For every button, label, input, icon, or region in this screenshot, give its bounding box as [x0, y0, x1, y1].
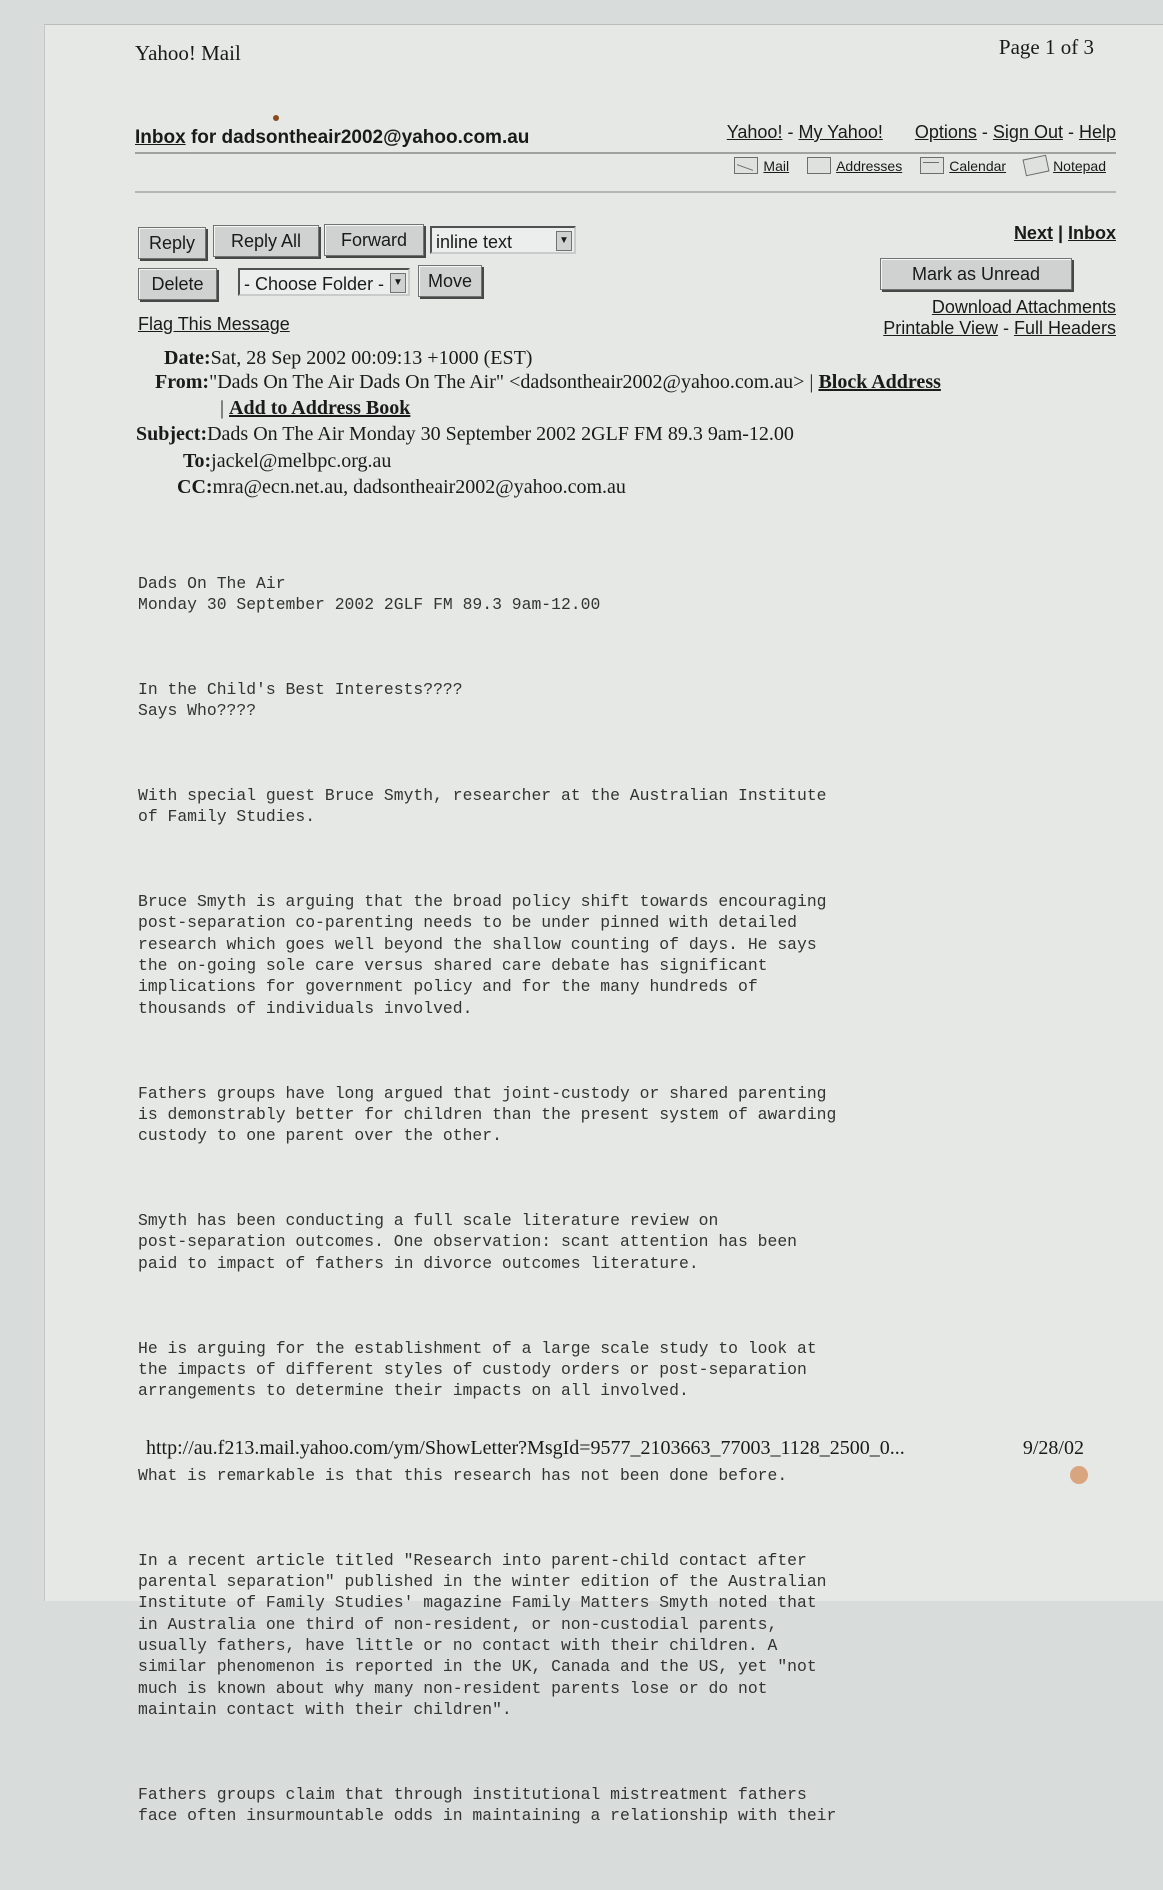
- to-label: To:: [183, 450, 212, 472]
- mail-icon: [734, 157, 758, 174]
- cc-header: [177, 476, 626, 499]
- message-nav: [1014, 223, 1116, 244]
- from-header: [155, 371, 941, 394]
- delete-button[interactable]: Delete: [138, 268, 217, 300]
- body-paragraph: Fathers groups have long argued that joint-custody or shared parenting is demonstrably better for children than the present system of awarding custody to one parent over the other.: [138, 1083, 837, 1146]
- next-link[interactable]: Next: [1013, 223, 1053, 243]
- tool-notepad[interactable]: [1024, 157, 1106, 174]
- view-links: [883, 318, 1116, 339]
- reply-all-button[interactable]: Reply All: [213, 225, 319, 257]
- flag-message-link[interactable]: Flag This Message: [138, 314, 290, 334]
- print-footer-url: http://au.f213.mail.yahoo.com/ym/ShowLetter?MsgId=9577_2103663_77003_1128_2500_0...: [146, 1437, 905, 1459]
- body-paragraph: What is remarkable is that this research has not been done before.: [138, 1465, 788, 1485]
- from-value: "Dads On The Air Dads On The Air" <dadsontheair2002@yahoo.com.au>: [209, 371, 805, 393]
- yahoo-link[interactable]: Yahoo!: [726, 122, 783, 142]
- sep: -: [1062, 122, 1079, 142]
- print-footer-date: 9/28/02: [1022, 1437, 1084, 1459]
- choose-folder-value: - Choose Folder -: [244, 274, 385, 294]
- view-format-value: inline text: [436, 232, 513, 252]
- body-paragraph: Dads On The Air Monday 30 September 2002 2GLF FM 89.3 9am-12.00: [138, 573, 601, 614]
- view-separator: -: [997, 318, 1014, 338]
- view-format-select[interactable]: [430, 226, 576, 254]
- printed-page: [44, 24, 1163, 1826]
- full-headers-link[interactable]: Full Headers: [1013, 318, 1116, 338]
- mark-as-unread-button[interactable]: Mark as Unread: [880, 258, 1072, 290]
- tool-calendar[interactable]: [920, 157, 1006, 174]
- print-header-page-number: Page 1 of 3: [998, 35, 1094, 59]
- body-paragraph: With special guest Bruce Smyth, researcher at the Australian Institute of Family Studies.: [138, 785, 827, 827]
- sep: -: [976, 122, 993, 142]
- paper-stain: [1070, 1466, 1088, 1484]
- inbox-title: [135, 127, 529, 149]
- tool-addresses[interactable]: [807, 157, 902, 174]
- body-paragraph: In a recent article titled "Research into parent-child contact after parental separation" published in the winter edition of the Australian Institute of Family Studies' magazine Family Matters Smyth noted that in Australia one third of non-resident, or non-custodial parents, usually fathers, have little or no contact with their children. A similar phenomenon is reported in the UK, Canada and the US, yet "not much is known about why many non-resident parents lose or do not maintain contact with their children".: [138, 1550, 827, 1719]
- tool-label: Notepad: [1053, 157, 1106, 174]
- chevron-down-icon: ▼: [390, 273, 406, 293]
- to-header: [183, 450, 391, 473]
- date-value: Sat, 28 Sep 2002 00:09:13 +1000 (EST): [210, 347, 533, 369]
- sign-out-link[interactable]: Sign Out: [992, 122, 1063, 142]
- body-paragraph: Smyth has been conducting a full scale literature review on post-separation outcomes. One observation: scant attention has been paid to impact of fathers in divorce outcomes literature.: [138, 1211, 798, 1273]
- print-header-app: Yahoo! Mail: [135, 41, 241, 65]
- body-paragraph: Bruce Smyth is arguing that the broad policy shift towards encouraging post-separation co-parenting needs to be under pinned with detailed research which goes well beyond the shallow counting of days. He says the on-going sole care versus shared care debate has significant implications for government policy and for the many hundreds of thousands of individuals involved.: [138, 892, 827, 1018]
- subject-value: Dads On The Air Monday 30 September 2002 2GLF FM 89.3 9am-12.00: [207, 423, 794, 445]
- forward-button[interactable]: Forward: [324, 224, 424, 256]
- nav-separator: |: [1052, 223, 1068, 243]
- divider: [135, 191, 1116, 193]
- subject-header: [136, 423, 794, 446]
- cc-value: mra@ecn.net.au, dadsontheair2002@yahoo.com.au: [212, 476, 626, 498]
- block-address-link[interactable]: Block Address: [818, 371, 941, 393]
- chevron-down-icon: ▼: [556, 231, 572, 251]
- cc-label: CC:: [177, 476, 213, 498]
- printable-view-link[interactable]: Printable View: [883, 318, 998, 338]
- divider: [135, 152, 1116, 154]
- address-book-row: [220, 397, 410, 420]
- download-attachments-link[interactable]: Download Attachments: [931, 297, 1116, 317]
- pipe: |: [804, 371, 819, 393]
- tool-mail[interactable]: [734, 157, 789, 174]
- pipe: |: [220, 397, 230, 419]
- from-label: From:: [155, 371, 210, 393]
- inbox-account: for dadsontheair2002@yahoo.com.au: [185, 127, 530, 148]
- reply-button[interactable]: Reply: [138, 227, 206, 259]
- tool-label: Mail: [763, 157, 790, 174]
- addresses-icon: [807, 157, 831, 174]
- options-link[interactable]: Options: [914, 122, 977, 142]
- body-paragraph: He is arguing for the establishment of a large scale study to look at the impacts of different styles of custody orders or post-separation arrangements to determine their impacts on all involved.: [138, 1338, 817, 1401]
- to-value: jackel@melbpc.org.au: [211, 450, 392, 472]
- top-links: [727, 122, 1116, 143]
- move-button[interactable]: Move: [418, 265, 482, 297]
- notepad-icon: [1023, 155, 1050, 177]
- inbox-link[interactable]: Inbox: [135, 127, 186, 148]
- choose-folder-select[interactable]: [238, 268, 410, 296]
- tool-label: Addresses: [836, 157, 903, 174]
- subject-label: Subject:: [136, 423, 208, 445]
- date-header: [164, 347, 532, 370]
- sep: -: [782, 122, 799, 142]
- my-yahoo-link[interactable]: My Yahoo!: [798, 122, 883, 142]
- body-paragraph: Fathers groups claim that through institutional mistreatment fathers face often insurmountable odds in maintaining a relationship with their: [138, 1784, 837, 1826]
- date-label: Date:: [164, 347, 211, 369]
- body-paragraph: In the Child's Best Interests???? Says Who????: [138, 679, 463, 721]
- inbox-nav-link[interactable]: Inbox: [1068, 223, 1116, 243]
- help-link[interactable]: Help: [1078, 122, 1116, 142]
- tool-bar: [734, 157, 1106, 174]
- calendar-icon: [920, 157, 944, 174]
- paper-speck: [273, 115, 279, 121]
- message-body: [138, 530, 1018, 1890]
- tool-label: Calendar: [949, 157, 1007, 174]
- add-to-address-book-link[interactable]: Add to Address Book: [229, 397, 411, 419]
